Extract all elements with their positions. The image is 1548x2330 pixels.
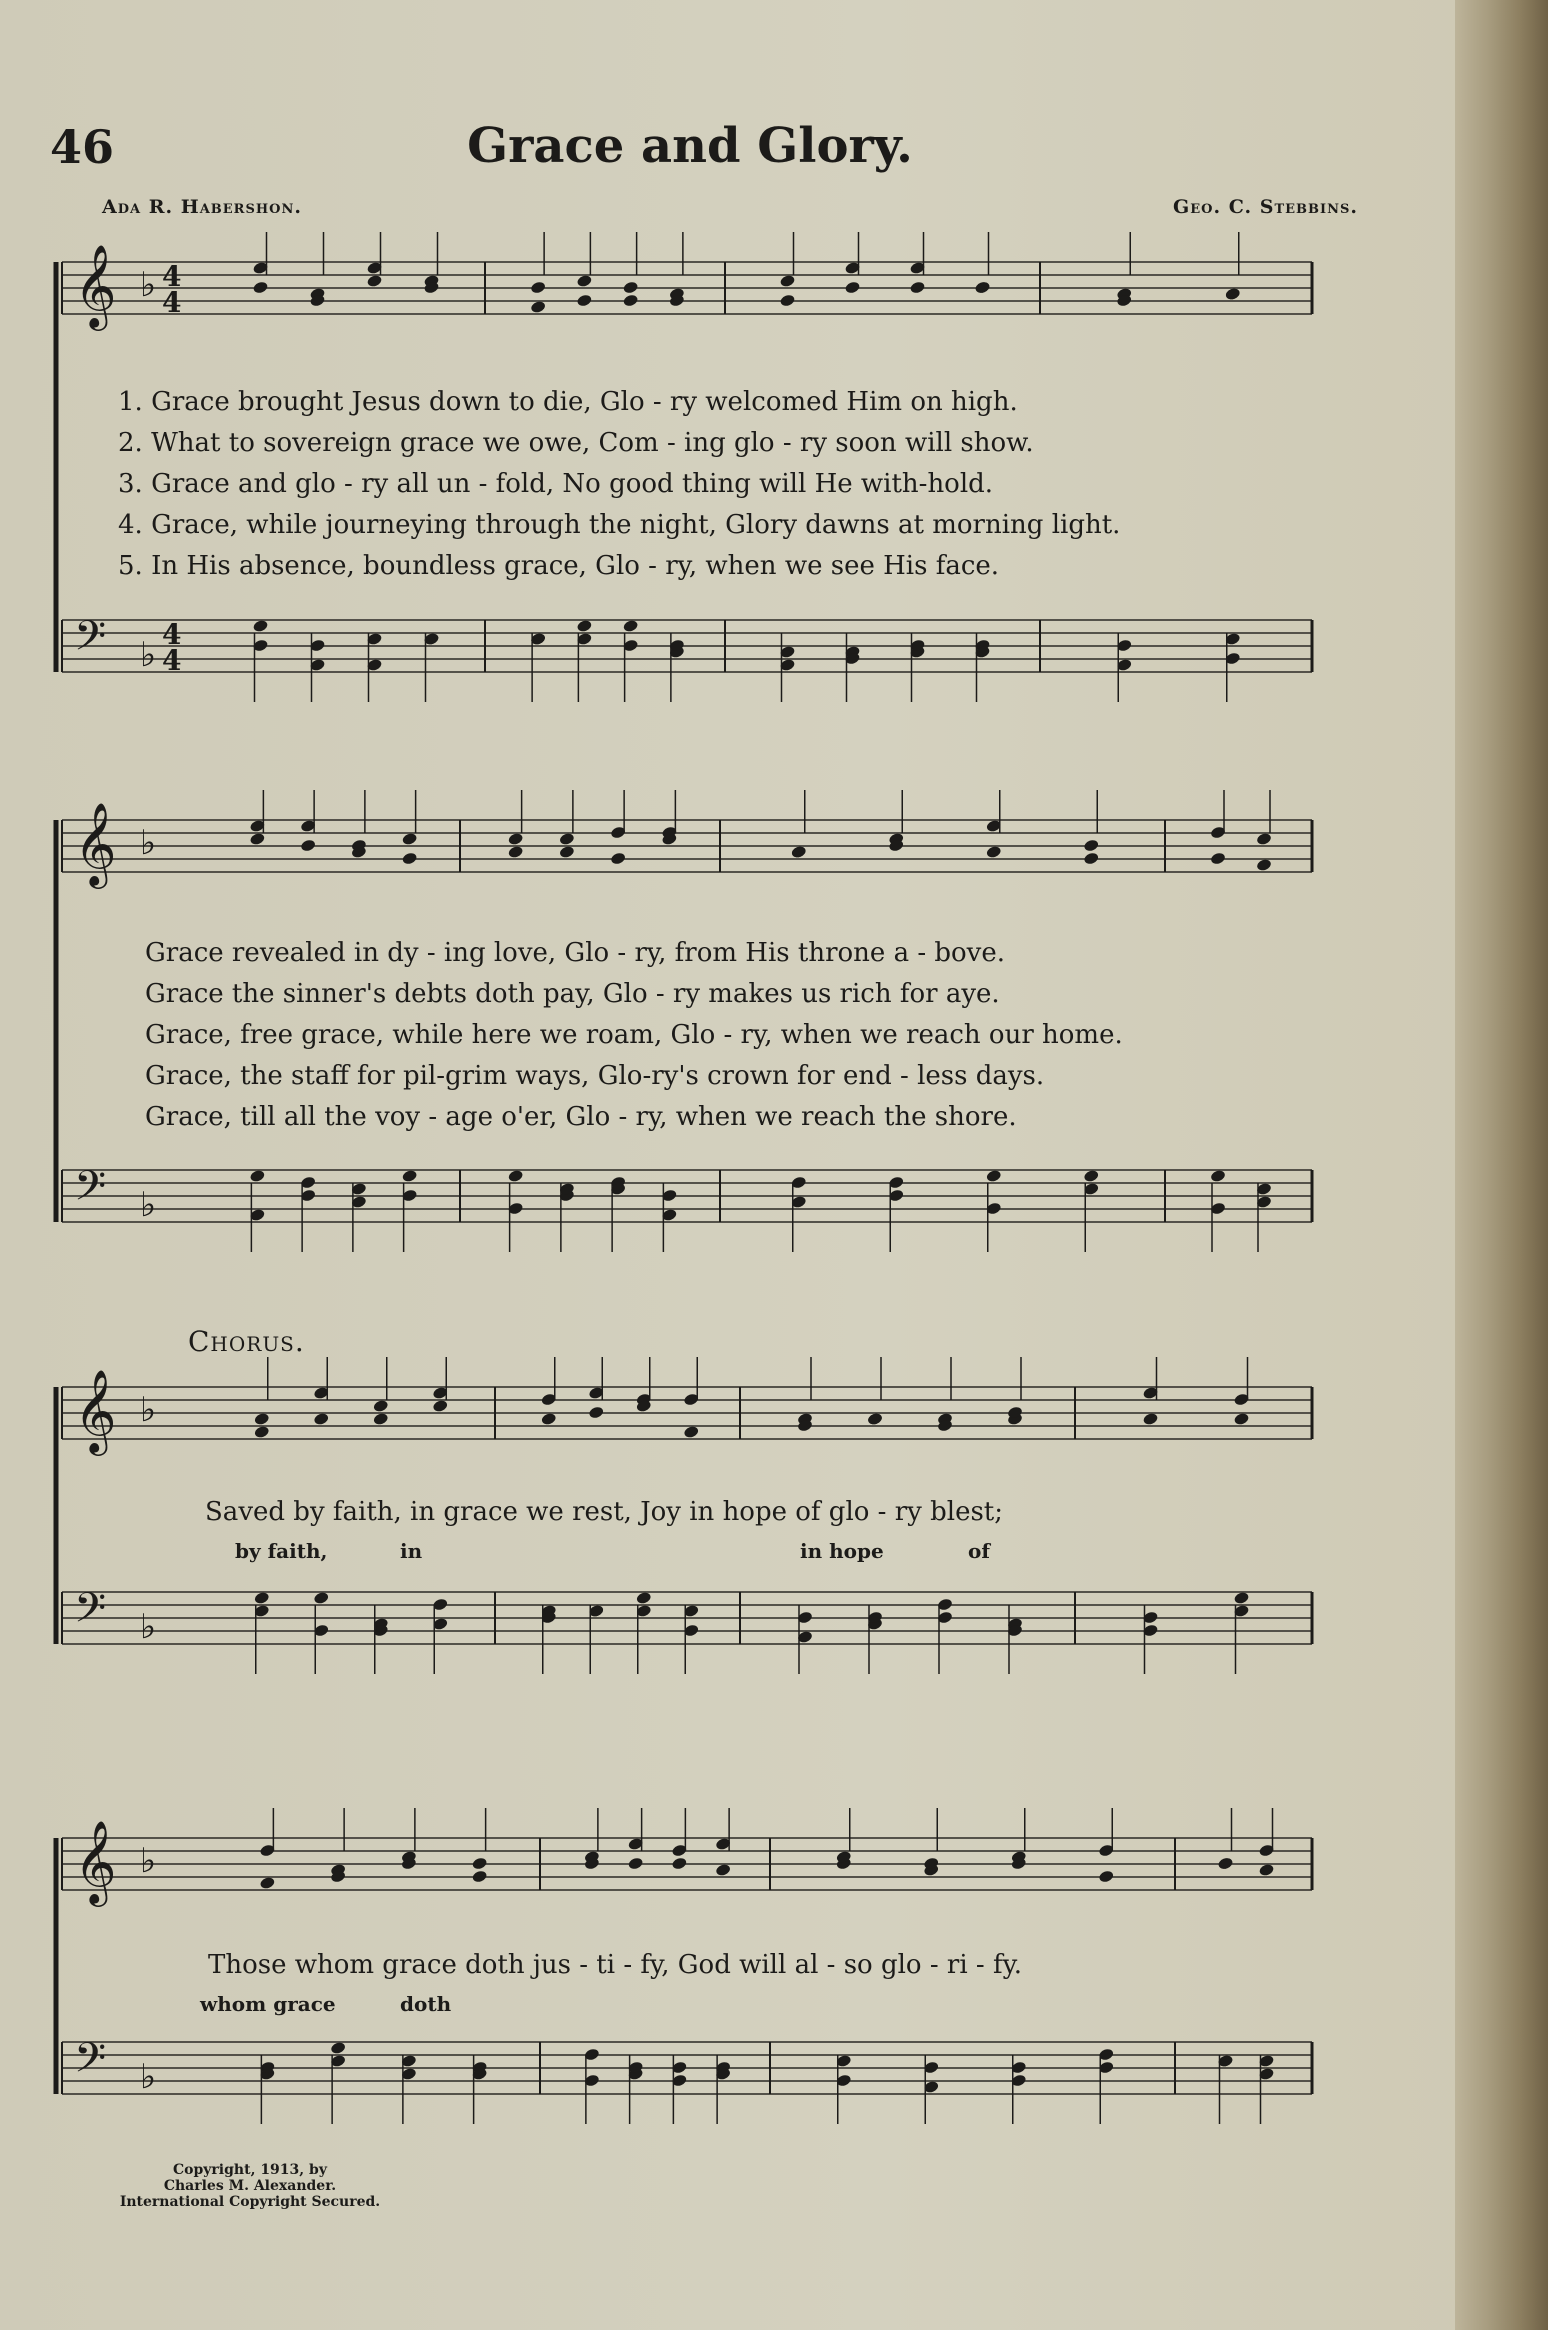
note-head [252, 619, 269, 633]
lyricist-credit: Ada R. Habershon. [102, 196, 302, 218]
treble-clef-icon: 𝄞 [74, 1819, 117, 1903]
note-head [779, 274, 796, 288]
chorus-echo-1b: in [400, 1539, 423, 1563]
note-head [867, 1412, 884, 1426]
note-head [507, 1169, 524, 1183]
note-head [259, 1876, 276, 1890]
note-head [372, 1399, 389, 1413]
note-head [576, 274, 593, 288]
time-signature-bottom: 4 [162, 286, 182, 319]
verse-2-line-1: 2. What to sovereign grace we owe, Com - ing glo - ry soon will show. [118, 428, 1034, 458]
note-head [401, 851, 418, 865]
chorus-line-2: Those whom grace doth jus - ti - fy, God will al - so glo - ri - fy. [208, 1950, 1023, 1980]
note-head [471, 1869, 488, 1883]
note-head [253, 1412, 270, 1426]
note-head [576, 293, 593, 307]
note-head [300, 838, 317, 852]
note-head [530, 280, 547, 294]
bass-clef-icon: 𝄢 [74, 612, 107, 670]
verse-5-line-2: Grace, till all the voy - age o'er, Glo - ry, when we reach the shore. [145, 1102, 1017, 1132]
treble-clef-icon: 𝄞 [74, 243, 117, 327]
note-head [1256, 858, 1273, 872]
verse-3-line-1: 3. Grace and glo - ry all un - fold, No good thing will He with-hold. [118, 469, 994, 499]
chorus-echo-1a: by faith, [235, 1539, 328, 1563]
chorus-label: Chorus. [188, 1325, 305, 1358]
note-head [1258, 1863, 1275, 1877]
note-head [985, 1169, 1002, 1183]
note-head [313, 1412, 330, 1426]
note-head [671, 1856, 688, 1870]
note-head [507, 845, 524, 859]
note-head [559, 845, 576, 859]
verse-4-line-2: Grace, the staff for pil-grim ways, Glo-ry's crown for end - less days. [145, 1061, 1045, 1091]
time-signature-top: 4 [162, 618, 182, 651]
note-head [1083, 851, 1100, 865]
note-head [683, 1425, 700, 1439]
note-head [844, 280, 861, 294]
note-head [1217, 1856, 1234, 1870]
note-head [622, 619, 639, 633]
time-signature-top: 4 [162, 260, 182, 293]
chorus-echo-2b: doth [400, 1992, 452, 2016]
note-head [249, 1169, 266, 1183]
verse-1-line-2: Grace revealed in dy - ing love, Glo - ry, from His throne a - bove. [145, 938, 1006, 968]
page-number: 46 [50, 120, 115, 174]
copyright-line-1: Copyright, 1913, by [173, 2162, 327, 2178]
flat-icon: ♭ [140, 1185, 157, 1225]
verse-1-line-1: 1. Grace brought Jesus down to die, Glo - ry welcomed Him on high. [118, 387, 1018, 417]
note-head [715, 1863, 732, 1877]
note-head [909, 280, 926, 294]
time-signature-bottom: 4 [162, 644, 182, 677]
note-head [1083, 838, 1100, 852]
note-head [622, 293, 639, 307]
note-head [252, 280, 269, 294]
note-head [253, 1425, 270, 1439]
composer-credit: Geo. C. Stebbins. [1173, 196, 1358, 218]
flat-icon: ♭ [140, 635, 157, 675]
note-head [622, 280, 639, 294]
note-head [627, 1856, 644, 1870]
note-head [401, 832, 418, 846]
bass-clef-icon: 𝄢 [74, 1584, 107, 1642]
note-head [635, 1591, 652, 1605]
verse-5-line-1: 5. In His absence, boundless grace, Glo - ry, when we see His face. [118, 551, 1000, 581]
note-head [588, 1405, 605, 1419]
note-head [779, 293, 796, 307]
note-head [1233, 1591, 1250, 1605]
bass-clef-icon: 𝄢 [74, 1162, 107, 1220]
note-head [1210, 851, 1227, 865]
note-head [576, 619, 593, 633]
verse-4-line-1: 4. Grace, while journeying through the night, Glory dawns at morning light. [118, 510, 1121, 540]
note-head [249, 832, 266, 846]
note-head [432, 1399, 449, 1413]
chorus-line-1: Saved by faith, in grace we rest, Joy in hope of glo - ry blest; [205, 1497, 1004, 1527]
flat-icon: ♭ [140, 265, 157, 305]
flat-icon: ♭ [140, 823, 157, 863]
note-head [253, 1591, 270, 1605]
note-head [985, 845, 1002, 859]
note-head [313, 1591, 330, 1605]
note-head [471, 1856, 488, 1870]
copyright-line-2: Charles M. Alexander. [163, 2178, 337, 2194]
flat-icon: ♭ [140, 1390, 157, 1430]
chorus-echo-1d: of [968, 1539, 990, 1563]
note-head [974, 280, 991, 294]
note-head [507, 832, 524, 846]
note-head [1083, 1169, 1100, 1183]
flat-icon: ♭ [140, 2057, 157, 2097]
verse-3-line-2: Grace, free grace, while here we roam, Glo - ry, when we reach our home. [145, 1020, 1123, 1050]
note-head [1256, 832, 1273, 846]
bass-clef-icon: 𝄢 [74, 2034, 107, 2092]
note-head [1142, 1412, 1159, 1426]
hymn-title: Grace and Glory. [467, 118, 913, 174]
copyright-notice [100, 2162, 400, 2210]
note-head [1224, 287, 1241, 301]
note-head [1098, 1869, 1115, 1883]
note-head [1210, 1169, 1227, 1183]
verse-2-line-2: Grace the sinner's debts doth pay, Glo - ry makes us rich for aye. [145, 979, 1000, 1009]
note-head [1233, 1412, 1250, 1426]
chorus-echo-2a: whom grace [200, 1992, 336, 2016]
chorus-echo-1c: in hope [800, 1539, 884, 1563]
note-head [610, 851, 627, 865]
copyright-line-3: International Copyright Secured. [119, 2194, 381, 2210]
note-head [790, 845, 807, 859]
flat-icon: ♭ [140, 1841, 157, 1881]
note-head [559, 832, 576, 846]
note-head [330, 2041, 347, 2055]
flat-icon: ♭ [140, 1607, 157, 1647]
treble-clef-icon: 𝄞 [74, 801, 117, 885]
note-head [540, 1412, 557, 1426]
note-head [401, 1169, 418, 1183]
treble-clef-icon: 𝄞 [74, 1368, 117, 1452]
note-head [530, 300, 547, 314]
note-head [372, 1412, 389, 1426]
note-head [366, 274, 383, 288]
